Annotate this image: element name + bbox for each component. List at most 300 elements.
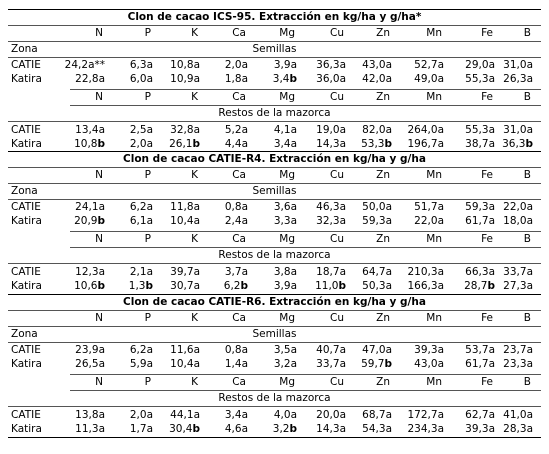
value-cell-b	[503, 58, 533, 73]
value-cell-b	[503, 123, 533, 138]
significance-letter: a	[98, 409, 105, 421]
value-cell-cu	[316, 357, 346, 372]
value-number: 41,0	[503, 409, 527, 421]
significance-letter: a	[193, 124, 200, 136]
column-header-mg: Mg	[279, 169, 295, 181]
value-cell-p	[130, 72, 153, 87]
significance-letter: a	[339, 73, 346, 85]
column-header-cu: Cu	[330, 27, 344, 39]
column-header-fe: Fe	[481, 91, 493, 103]
significance-letter: a	[339, 138, 346, 150]
value-number: 50,3	[362, 280, 386, 292]
value-cell-fe	[465, 343, 495, 358]
column-header-mn: Mn	[426, 312, 442, 324]
value-cell-ca	[225, 214, 248, 229]
data-row	[8, 265, 541, 280]
value-cell-n	[75, 357, 105, 372]
value-cell-mg	[274, 279, 297, 294]
significance-letter: a	[193, 201, 200, 213]
significance-letter: a	[385, 423, 392, 435]
column-header-k: K	[191, 312, 198, 324]
value-cell-k	[170, 72, 200, 87]
value-number: 1,7	[129, 423, 147, 435]
value-number: 4,4	[224, 138, 242, 150]
value-number: 14,3	[316, 138, 340, 150]
value-number: 10,4	[170, 215, 194, 227]
value-number: 3,9	[273, 59, 291, 71]
value-cell-ca	[225, 137, 248, 152]
value-cell-k	[170, 279, 200, 294]
value-number: 33,7	[503, 266, 527, 278]
significance-letter: a	[339, 344, 346, 356]
value-number: 0,8	[224, 201, 242, 213]
row-label: Katira	[11, 73, 42, 85]
significance-letter: a	[241, 59, 248, 71]
value-cell-fe	[465, 408, 495, 423]
significance-letter: b	[97, 280, 105, 292]
significance-letter: a**	[88, 59, 105, 71]
value-cell-b	[503, 408, 533, 423]
column-header-mn: Mn	[426, 233, 442, 245]
significance-letter: a	[385, 409, 392, 421]
column-header-p: P	[144, 376, 151, 388]
significance-letter: a	[339, 423, 346, 435]
significance-letter: a	[488, 124, 495, 136]
value-cell-mg	[274, 343, 297, 358]
value-cell-k	[170, 265, 200, 280]
column-header-k: K	[191, 91, 198, 103]
value-number: 32,8	[170, 124, 194, 136]
significance-letter: a	[290, 280, 297, 292]
row-label: CATIE	[11, 266, 41, 278]
data-row	[8, 408, 541, 423]
significance-letter: a	[98, 358, 105, 370]
value-number: 26,3	[503, 73, 527, 85]
column-header-row	[8, 232, 541, 247]
value-number: 66,3	[465, 266, 489, 278]
value-number: 6,2	[223, 280, 241, 292]
value-cell-zn	[362, 408, 392, 423]
column-header-b: B	[523, 169, 531, 181]
value-number: 30,7	[170, 280, 194, 292]
significance-letter: a	[146, 358, 153, 370]
significance-letter: a	[437, 344, 444, 356]
value-number: 1,8	[224, 73, 242, 85]
value-cell-cu	[316, 58, 346, 73]
value-cell-ca	[225, 265, 248, 280]
column-header-ca: Ca	[232, 91, 246, 103]
significance-letter: a	[241, 423, 248, 435]
data-row	[8, 343, 541, 358]
value-cell-mg	[274, 408, 297, 423]
significance-letter: a	[488, 138, 495, 150]
value-cell-n	[75, 123, 105, 138]
value-number: 0,8	[224, 344, 242, 356]
value-cell-zn	[362, 72, 392, 87]
row-label: CATIE	[11, 59, 41, 71]
value-number: 5,9	[129, 358, 147, 370]
value-number: 64,7	[362, 266, 386, 278]
value-cell-cu	[316, 123, 346, 138]
value-cell-mn	[408, 265, 445, 280]
value-number: 59,3	[465, 201, 489, 213]
column-header-mn: Mn	[426, 27, 442, 39]
significance-letter: a	[339, 409, 346, 421]
section-title: Clon de cacao CATIE-R4. Extracción en kg/ha y g/ha	[123, 153, 426, 165]
data-row	[8, 214, 541, 229]
value-cell-fe	[465, 214, 495, 229]
value-number: 6,0	[129, 73, 147, 85]
value-number: 43,0	[362, 59, 386, 71]
value-cell-mn	[408, 408, 445, 423]
significance-letter: a	[437, 201, 444, 213]
significance-letter: a	[437, 358, 444, 370]
section-title-row	[8, 295, 541, 310]
value-number: 3,8	[273, 266, 291, 278]
value-number: 6,2	[129, 344, 147, 356]
significance-letter: a	[488, 59, 495, 71]
section-title-row	[8, 10, 541, 25]
significance-letter: a	[385, 215, 392, 227]
value-cell-mg	[274, 214, 297, 229]
row-label: Katira	[11, 280, 42, 292]
value-number: 46,3	[316, 201, 340, 213]
column-header-b: B	[523, 27, 531, 39]
significance-letter: a	[193, 266, 200, 278]
value-cell-k	[170, 408, 200, 423]
zona-label: Zona	[11, 43, 38, 55]
column-header-zn: Zn	[376, 91, 390, 103]
value-cell-mg	[274, 123, 297, 138]
significance-letter: a	[385, 344, 392, 356]
value-cell-n	[75, 422, 105, 437]
value-number: 20,0	[316, 409, 340, 421]
significance-letter: a	[437, 124, 444, 136]
column-header-cu: Cu	[330, 233, 344, 245]
column-header-p: P	[144, 233, 151, 245]
value-cell-p	[130, 214, 153, 229]
column-header-zn: Zn	[376, 27, 390, 39]
section-title: Clon de cacao ICS-95. Extracción en kg/ha y g/ha*	[127, 11, 422, 23]
column-header-row	[8, 311, 541, 326]
value-number: 196,7	[407, 138, 438, 150]
value-number: 166,3	[407, 280, 438, 292]
value-cell-ca	[224, 279, 248, 294]
value-cell-ca	[225, 58, 248, 73]
data-row	[8, 123, 541, 138]
value-number: 62,7	[465, 409, 489, 421]
restos-label-row	[8, 248, 541, 263]
value-cell-cu	[316, 200, 346, 215]
value-number: 27,3	[503, 280, 527, 292]
semillas-label: Semillas	[252, 43, 297, 55]
significance-letter: a	[385, 266, 392, 278]
column-header-ca: Ca	[232, 27, 246, 39]
column-header-b: B	[523, 376, 531, 388]
value-number: 61,7	[465, 358, 489, 370]
significance-letter: a	[437, 138, 444, 150]
value-number: 12,3	[75, 266, 99, 278]
value-number: 23,9	[75, 344, 99, 356]
value-cell-n	[74, 137, 105, 152]
significance-letter: a	[339, 266, 346, 278]
significance-letter: a	[146, 201, 153, 213]
value-cell-zn	[361, 357, 392, 372]
column-header-cu: Cu	[330, 312, 344, 324]
significance-letter: a	[241, 266, 248, 278]
significance-letter: a	[241, 138, 248, 150]
significance-letter: a	[146, 59, 153, 71]
column-header-mg: Mg	[279, 376, 295, 388]
value-cell-mg	[274, 58, 297, 73]
significance-letter: a	[98, 266, 105, 278]
value-number: 23,3	[503, 358, 527, 370]
data-row	[8, 72, 541, 87]
value-cell-zn	[362, 200, 392, 215]
value-cell-b	[503, 279, 533, 294]
value-number: 53,3	[361, 138, 385, 150]
value-cell-mn	[414, 214, 444, 229]
value-cell-ca	[225, 343, 248, 358]
value-cell-ca	[225, 357, 248, 372]
value-number: 26,1	[169, 138, 193, 150]
significance-letter: a	[241, 409, 248, 421]
column-header-b: B	[523, 91, 531, 103]
value-number: 23,7	[503, 344, 527, 356]
zona-semillas-row	[8, 327, 541, 342]
value-number: 3,4	[273, 138, 291, 150]
value-number: 28,3	[503, 423, 527, 435]
value-cell-p	[130, 357, 153, 372]
value-cell-fe	[464, 279, 495, 294]
value-number: 4,1	[273, 124, 291, 136]
row-label: CATIE	[11, 344, 41, 356]
significance-letter: a	[488, 201, 495, 213]
value-cell-ca	[225, 72, 248, 87]
column-header-ca: Ca	[232, 312, 246, 324]
value-number: 43,0	[414, 358, 438, 370]
data-row	[8, 58, 541, 73]
significance-letter: a	[488, 358, 495, 370]
significance-letter: a	[290, 124, 297, 136]
significance-letter: b	[240, 280, 248, 292]
value-number: 3,4	[224, 409, 242, 421]
value-cell-k	[170, 214, 200, 229]
value-number: 31,0	[503, 59, 527, 71]
value-number: 1,4	[224, 358, 242, 370]
value-cell-mn	[414, 72, 444, 87]
column-header-p: P	[144, 312, 151, 324]
value-number: 33,7	[316, 358, 340, 370]
value-number: 11,6	[170, 344, 194, 356]
value-number: 31,0	[503, 124, 527, 136]
significance-letter: a	[146, 124, 153, 136]
value-cell-k	[169, 422, 200, 437]
value-number: 6,1	[129, 215, 147, 227]
column-header-row	[8, 375, 541, 390]
significance-letter: a	[488, 73, 495, 85]
significance-letter: a	[98, 344, 105, 356]
significance-letter: a	[526, 266, 533, 278]
significance-letter: a	[290, 215, 297, 227]
row-label: Katira	[11, 215, 42, 227]
row-label: CATIE	[11, 124, 41, 136]
value-cell-k	[170, 357, 200, 372]
significance-letter: a	[193, 215, 200, 227]
significance-letter: b	[384, 358, 392, 370]
value-number: 10,8	[170, 59, 194, 71]
value-cell-n	[75, 343, 105, 358]
zona-semillas-row	[8, 42, 541, 57]
column-header-k: K	[191, 233, 198, 245]
value-number: 5,2	[224, 124, 242, 136]
value-cell-n	[75, 200, 105, 215]
value-cell-b	[503, 343, 533, 358]
data-row	[8, 137, 541, 152]
value-number: 22,0	[503, 201, 527, 213]
value-number: 20,9	[74, 215, 98, 227]
significance-letter: a	[193, 358, 200, 370]
significance-letter: a	[385, 59, 392, 71]
column-header-fe: Fe	[481, 312, 493, 324]
value-cell-zn	[362, 422, 392, 437]
significance-letter: a	[526, 124, 533, 136]
significance-letter: a	[290, 344, 297, 356]
column-header-n: N	[95, 27, 103, 39]
value-cell-k	[170, 123, 200, 138]
significance-letter: a	[526, 59, 533, 71]
value-cell-b	[503, 200, 533, 215]
value-number: 24,2	[64, 59, 89, 71]
value-cell-n	[75, 265, 105, 280]
value-number: 51,7	[414, 201, 438, 213]
significance-letter: b	[384, 138, 392, 150]
significance-letter: a	[385, 280, 392, 292]
value-number: 61,7	[465, 215, 489, 227]
value-number: 40,7	[316, 344, 340, 356]
value-number: 50,0	[362, 201, 386, 213]
data-row	[8, 200, 541, 215]
value-cell-cu	[316, 408, 346, 423]
value-cell-n	[74, 214, 105, 229]
value-number: 2,5	[129, 124, 147, 136]
value-cell-p	[129, 279, 153, 294]
value-cell-zn	[361, 137, 392, 152]
value-cell-p	[130, 408, 153, 423]
column-header-n: N	[95, 169, 103, 181]
value-number: 3,5	[273, 344, 291, 356]
significance-letter: a	[146, 409, 153, 421]
significance-letter: a	[339, 124, 346, 136]
value-cell-mn	[408, 137, 445, 152]
column-header-n: N	[95, 233, 103, 245]
value-number: 39,3	[465, 423, 489, 435]
value-number: 29,0	[465, 59, 489, 71]
significance-letter: a	[437, 280, 444, 292]
value-cell-fe	[465, 200, 495, 215]
value-cell-zn	[362, 265, 392, 280]
value-number: 234,3	[407, 423, 438, 435]
significance-letter: a	[526, 215, 533, 227]
significance-letter: b	[525, 138, 533, 150]
significance-letter: a	[193, 409, 200, 421]
value-cell-n	[65, 58, 105, 73]
rule-line	[8, 406, 541, 407]
value-number: 42,0	[362, 73, 386, 85]
column-header-b: B	[523, 312, 531, 324]
value-number: 59,3	[362, 215, 386, 227]
row-label: Katira	[11, 358, 42, 370]
significance-letter: a	[488, 266, 495, 278]
significance-letter: a	[290, 201, 297, 213]
column-header-fe: Fe	[481, 27, 493, 39]
value-number: 10,6	[74, 280, 98, 292]
value-number: 3,4	[272, 73, 290, 85]
significance-letter: a	[339, 201, 346, 213]
value-number: 2,1	[129, 266, 147, 278]
restos-label: Restos de la mazorca	[218, 107, 331, 119]
restos-label-row	[8, 391, 541, 406]
value-cell-b	[503, 72, 533, 87]
value-number: 44,1	[170, 409, 194, 421]
value-number: 19,0	[316, 124, 340, 136]
section-title-row	[8, 152, 541, 167]
significance-letter: b	[145, 280, 153, 292]
value-cell-p	[130, 200, 153, 215]
value-number: 11,0	[315, 280, 339, 292]
column-header-ca: Ca	[232, 169, 246, 181]
significance-letter: a	[241, 124, 248, 136]
restos-label: Restos de la mazorca	[218, 249, 331, 261]
value-cell-b	[503, 265, 533, 280]
value-number: 59,7	[361, 358, 385, 370]
value-number: 2,0	[224, 59, 242, 71]
significance-letter: b	[289, 73, 297, 85]
value-cell-b	[503, 214, 533, 229]
value-cell-k	[170, 200, 200, 215]
value-cell-b	[502, 137, 533, 152]
significance-letter: a	[526, 73, 533, 85]
column-header-ca: Ca	[232, 376, 246, 388]
value-number: 3,2	[272, 423, 290, 435]
row-label: Katira	[11, 423, 42, 435]
significance-letter: a	[385, 73, 392, 85]
value-number: 22,8	[75, 73, 99, 85]
column-header-mn: Mn	[426, 169, 442, 181]
value-number: 68,7	[362, 409, 386, 421]
value-cell-p	[130, 58, 153, 73]
significance-letter: a	[98, 201, 105, 213]
value-cell-b	[503, 422, 533, 437]
column-header-k: K	[191, 169, 198, 181]
value-number: 36,0	[316, 73, 340, 85]
value-cell-zn	[362, 58, 392, 73]
significance-letter: a	[526, 280, 533, 292]
significance-letter: a	[290, 358, 297, 370]
semillas-label: Semillas	[252, 328, 297, 340]
column-header-fe: Fe	[481, 169, 493, 181]
value-cell-fe	[465, 72, 495, 87]
significance-letter: a	[437, 423, 444, 435]
column-header-ca: Ca	[232, 233, 246, 245]
significance-letter: a	[339, 59, 346, 71]
significance-letter: a	[437, 409, 444, 421]
value-cell-zn	[362, 123, 392, 138]
significance-letter: a	[193, 73, 200, 85]
value-number: 4,0	[273, 409, 291, 421]
significance-letter: a	[146, 138, 153, 150]
significance-letter: b	[192, 138, 200, 150]
